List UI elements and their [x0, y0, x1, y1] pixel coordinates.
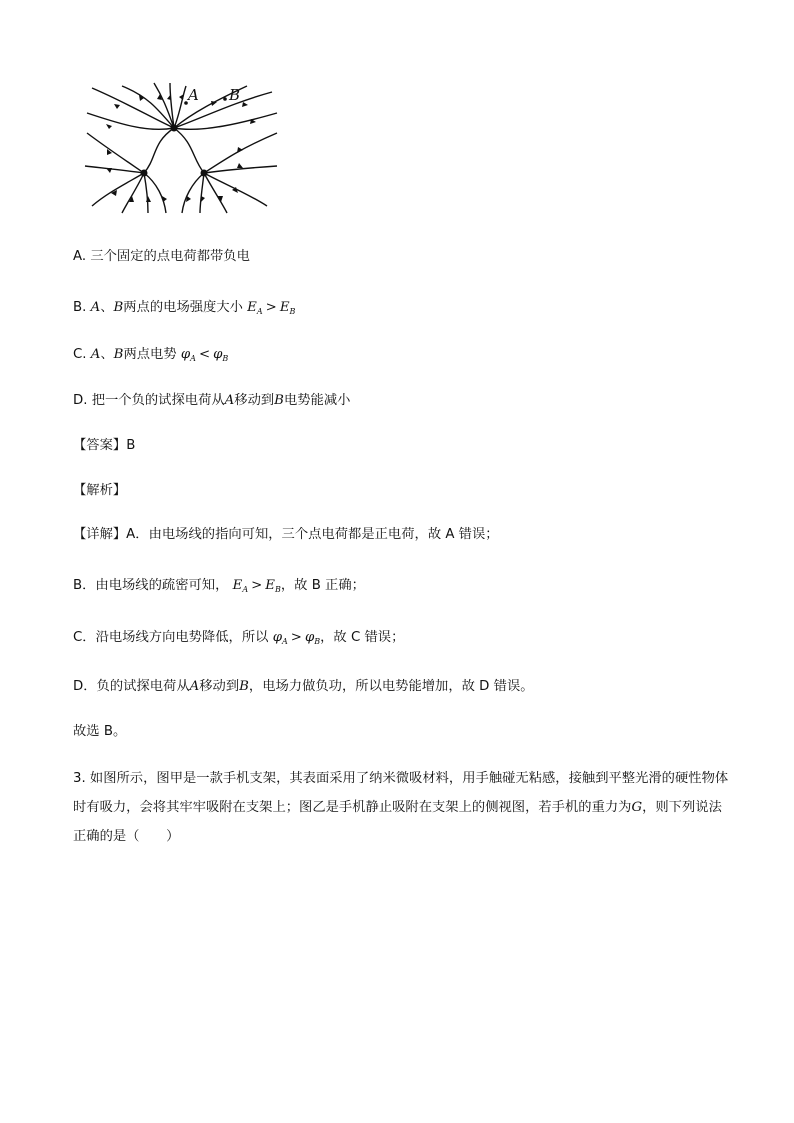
- conclusion-text: 故选 B。: [73, 724, 127, 739]
- symbol-a: A: [90, 300, 101, 315]
- subscript-b: B: [222, 354, 229, 363]
- option-d-prefix: D. 把一个负的试探电荷从: [73, 393, 225, 408]
- arrowhead: [106, 124, 112, 129]
- detail-a: [73, 525, 499, 545]
- answer-line: [73, 436, 135, 456]
- symbol-b: B: [239, 679, 249, 694]
- point-charge: [141, 170, 148, 177]
- symbol-phi: φ: [304, 630, 315, 645]
- question-3-tail: ，则下列说法正确的是（ ）: [73, 800, 722, 844]
- detail-b-prefix: B．由电场线的疏密可知，: [73, 578, 229, 593]
- option-b-mid: 两点的电场强度大小: [123, 300, 243, 315]
- detail-d-suffix: ，电场力做负功，所以电势能增加，故 D 错误。: [248, 679, 534, 694]
- detail-d: [73, 677, 534, 697]
- option-b-prefix: B.: [73, 300, 91, 315]
- arrowhead: [237, 147, 243, 153]
- symbol-phi: φ: [213, 347, 223, 362]
- point-charge: [201, 170, 208, 177]
- symbol-b: B: [274, 393, 284, 408]
- point-charge: [171, 125, 178, 132]
- analysis-label: 【解析】: [73, 483, 127, 498]
- field-line: [174, 86, 186, 128]
- symbol-e: E: [265, 578, 275, 593]
- detail-b-suffix: ，故 B 正确；: [280, 578, 365, 593]
- field-line: [144, 173, 148, 213]
- subscript-a: A: [282, 637, 288, 646]
- answer-label: 【答案】: [73, 438, 127, 453]
- detail-d-mid: 移动到: [199, 679, 240, 694]
- separator: 、: [100, 347, 114, 362]
- field-line: [92, 88, 174, 128]
- point-b-dot: [223, 97, 227, 101]
- arrowhead: [106, 168, 112, 173]
- label-a: A: [188, 86, 199, 104]
- field-line: [174, 113, 277, 129]
- analysis-heading: [73, 481, 126, 501]
- option-a-text: A. 三个固定的点电荷都带负电: [73, 249, 250, 264]
- option-c: [73, 345, 228, 369]
- detail-b: [73, 576, 365, 600]
- arrowhead: [114, 104, 120, 109]
- subscript-b: B: [289, 307, 296, 316]
- option-d-suffix: 电势能减小: [283, 393, 351, 408]
- field-line: [174, 128, 204, 173]
- symbol-g: G: [631, 800, 643, 815]
- arrowhead: [167, 94, 171, 100]
- subscript-a: A: [190, 354, 196, 363]
- operator-gt: >: [290, 630, 302, 645]
- symbol-phi: φ: [272, 630, 282, 645]
- conclusion: [73, 722, 126, 742]
- operator-gt: >: [251, 578, 263, 593]
- detail-d-prefix: D．负的试探电荷从: [73, 679, 190, 694]
- field-line: [144, 128, 174, 173]
- option-b: [73, 298, 295, 322]
- arrowhead: [201, 196, 205, 202]
- subscript-b: B: [275, 585, 281, 594]
- option-c-prefix: C.: [73, 347, 91, 362]
- arrowheads: [106, 94, 256, 202]
- arrowhead: [242, 102, 248, 107]
- symbol-e: E: [247, 300, 257, 315]
- field-line: [92, 173, 144, 206]
- electric-field-figure: [82, 78, 282, 218]
- label-b: B: [229, 86, 241, 104]
- symbol-e: E: [279, 300, 290, 315]
- subscript-a: A: [256, 307, 263, 316]
- question-3: [73, 764, 733, 851]
- detail-c-prefix: C．沿电场线方向电势降低，所以: [73, 630, 269, 645]
- subscript-b: B: [314, 637, 321, 646]
- operator-gt: >: [265, 300, 277, 315]
- operator-lt: <: [198, 347, 211, 362]
- symbol-b: B: [113, 300, 124, 315]
- separator: 、: [100, 300, 114, 315]
- arrowhead: [237, 163, 243, 168]
- symbol-a: A: [189, 679, 200, 694]
- question-3-text: 3. 如图所示，图甲是一款手机支架，其表面采用了纳米微吸材料，用手触碰无粘感，接触到平整光滑的硬性物体时有吸力，会将其牢牢吸附在支架上；图乙是手机静止吸附在支架上的侧视图，若手机的重力为: [73, 771, 729, 815]
- symbol-a: A: [224, 393, 235, 408]
- symbol-b: B: [113, 347, 124, 362]
- answer-value: B: [126, 438, 136, 453]
- field-line: [200, 173, 204, 213]
- detail-c: [73, 628, 404, 652]
- subscript-a: A: [242, 585, 249, 594]
- symbol-phi: φ: [180, 347, 191, 362]
- option-a: [73, 247, 250, 267]
- option-d-mid: 移动到: [234, 393, 275, 408]
- symbol-a: A: [90, 347, 101, 362]
- detail-c-suffix: ，故 C 错误；: [320, 630, 405, 645]
- option-c-mid: 两点电势: [123, 347, 177, 362]
- option-d: [73, 391, 350, 411]
- symbol-e: E: [232, 578, 243, 593]
- detail-a-text: 【详解】A．由电场线的指向可知，三个点电荷都是正电荷，故 A 错误；: [73, 527, 499, 542]
- arrowhead: [179, 94, 184, 100]
